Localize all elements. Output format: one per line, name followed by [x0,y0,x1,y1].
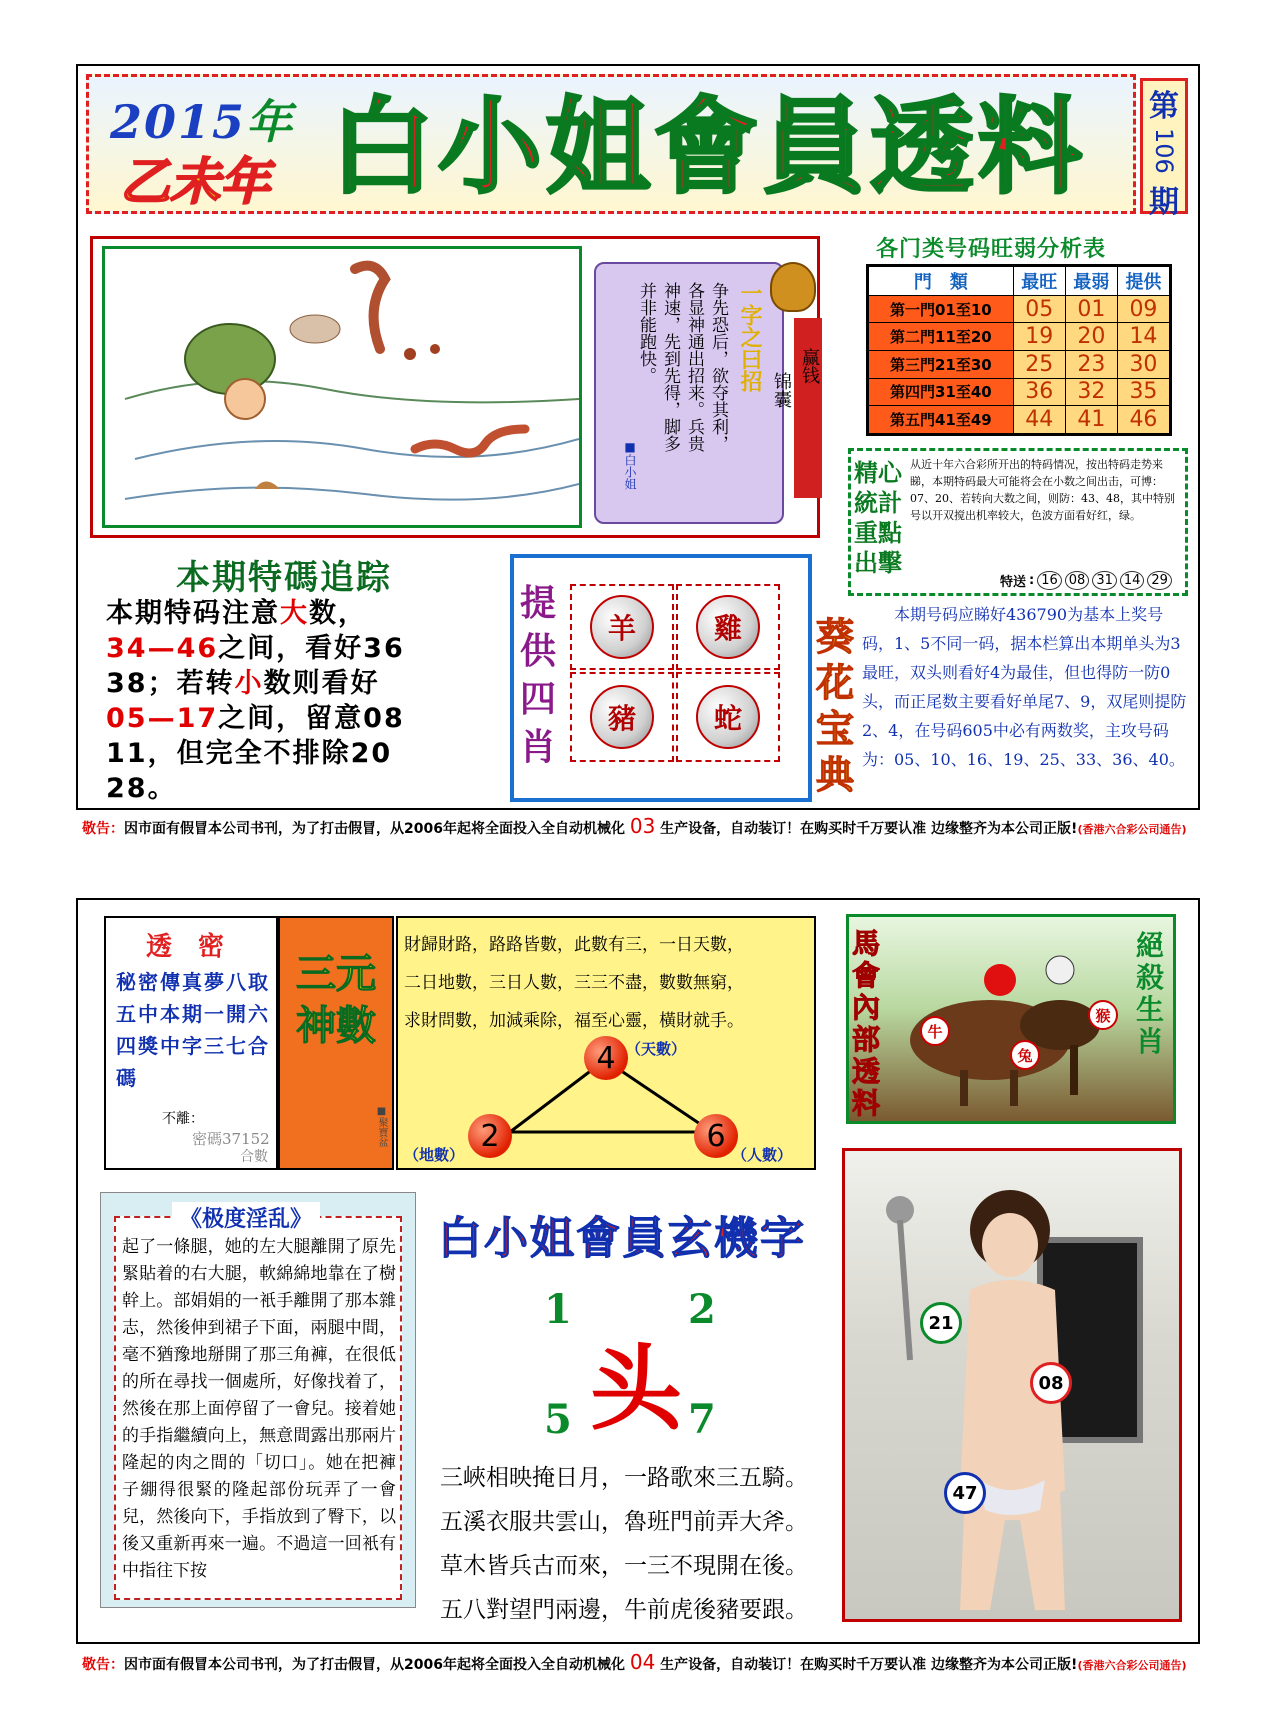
verse-line: 財歸財路，路路皆數，此數有三，一日天數， [404,935,744,955]
triangle-top-value: 4 [584,1036,628,1080]
horse-right-label: 絕殺生肖 [1136,929,1165,1058]
row-max: 19 [1013,323,1065,351]
horse-image [880,930,1120,1110]
tracking-title: 本期特碼追踪 [176,558,392,598]
zodiac-snake [676,672,780,762]
table-header-category: 門 類 [869,267,1014,296]
secret-text: 秘密傳真夢八取五中本期一開六四獎中字三七合碼 [116,970,270,1090]
notice-text-a: 因市面有假冒本公司书刊，为了打击假冒，从2006年起将全面投入全自动机械化 [124,821,625,837]
horse-ball: 牛 [920,1016,950,1046]
tracking-l3c: 数则看好 [263,668,380,699]
year-text: 2015 [110,95,247,149]
row-max: 25 [1013,351,1065,379]
poem-line: 草木皆兵古而來，一三不現開在後。 [440,1553,808,1579]
row-min: 32 [1065,378,1117,406]
secret-note-label: 不離： [162,1111,204,1127]
send-number: 31 [1092,571,1117,590]
bag-label-2: 赢钱 [799,348,820,384]
photo-number: 08 [1030,1362,1072,1404]
table-row [869,406,1170,434]
mystic-center: 头 [590,1336,683,1443]
table-row [869,323,1170,351]
tracking-l4a: 05—17 [106,703,219,734]
triangle-right-label: （人數） [732,1146,793,1164]
row-max: 05 [1013,295,1065,323]
bag-ribbon [794,318,822,498]
send-number: 16 [1037,571,1062,590]
header-ganzhi: 乙未年 [120,153,270,211]
zodiac-rooster [676,584,780,670]
notice-suffix: (香港六合彩公司通告) [1077,823,1187,836]
kuihua-side-label: 葵花宝典 [816,615,855,797]
verse-line: 二日地數，三日人數，三三不盡，數數無窮， [404,973,744,993]
precise-text: 从近十年六合彩所开出的特码情况，按出特码走势来睇，本期特码最大可能将会在小数之间出击，可博：07、20、若转向大数之间，则防：43、48，其中特别号以开双搅出机率较大，色波方面看好红，绿。 [910,458,1175,522]
notice-text-b: 生产设备，自动装订！在购买时千万要认准 边缘整齐为本公司正版! [660,821,1078,837]
scroll-author: ■白小姐 [623,440,637,490]
triangle-left-label: （地數） [404,1146,465,1164]
notice-prefix: 敬告： [82,1657,124,1673]
tracking-l1c: 数， [309,598,367,629]
mystic-n7: 7 [688,1396,716,1443]
horse-left-label: 馬會內部透料 [852,927,881,1120]
horse-ball: 猴 [1088,1000,1118,1030]
photo-number: 21 [920,1302,962,1344]
triangle-right-value: 6 [694,1114,738,1158]
row-offer: 35 [1117,378,1169,406]
row-offer: 30 [1117,351,1169,379]
tracking-l4b: 之间，留意08 [218,703,405,734]
scroll-title: 一字之曰招 [737,282,762,392]
precise-side-label: 精心統計 重點出擊 [854,459,902,577]
verse-line: 求財問數，加減乘除，福至心靈，橫財就手。 [404,1011,744,1031]
zodiac-ball: 雞 [696,595,760,659]
poem-line: 五八對望門兩邊，牛前虎後豬要跟。 [440,1597,808,1623]
table-row [869,351,1170,379]
tracking-l6: 28。 [106,773,177,804]
photo-number: 47 [944,1472,986,1514]
notice-page: 04 [629,1650,656,1674]
mystic-n2: 2 [688,1286,716,1333]
row-min: 23 [1065,351,1117,379]
notice-text-a: 因市面有假冒本公司书刊，为了打击假冒，从2006年起将全面投入全自动机械化 [124,1657,625,1673]
row-min: 01 [1065,295,1117,323]
triangle-left-value: 2 [468,1114,512,1158]
scroll-text: 争先恐后，欲夺其利，各显神通出招来。兵贵神速，先到先得，脚多并非能跑快。 [636,282,728,452]
mystic-n5: 5 [544,1396,572,1443]
analysis-table [866,264,1172,436]
row-label: 第五門41至49 [869,406,1014,434]
zodiac-goat [570,584,674,670]
notice-bottom [82,1650,1198,1674]
mystic-n1: 1 [544,1286,572,1333]
row-min: 41 [1065,406,1117,434]
cartoon-illustration [102,246,582,528]
bag-label-1: 锦囊 [771,372,792,408]
sanyuan-verse [404,926,812,1040]
row-label: 第一門01至10 [869,295,1014,323]
send-row: 特送 : 16 08 31 14 29 [1000,568,1172,592]
row-offer: 14 [1117,323,1169,351]
send-number: 29 [1147,571,1172,590]
notice-text-b: 生产设备，自动装订！在购买时千万要认准 边缘整齐为本公司正版! [660,1657,1078,1673]
story-title: 《极度淫乱》 [172,1202,320,1233]
secret-note-tail: 合數 [240,1149,268,1165]
horse-ball: 兔 [1010,1040,1040,1070]
table-header-offer: 提供 [1117,267,1169,296]
send-number: 08 [1065,571,1090,590]
tracking-l1b: 大 [280,598,309,629]
row-label: 第三門21至30 [869,351,1014,379]
issue-label-top: 第 [1149,89,1179,124]
poem-line: 三峽相映掩日月，一路歌來三五騎。 [440,1465,808,1491]
notice-suffix: (香港六合彩公司通告) [1077,1659,1187,1672]
tracking-l3b: 小 [234,668,264,699]
zodiac-pig [570,672,674,762]
row-label: 第二門11至20 [869,323,1014,351]
mystic-poem [440,1456,840,1632]
mystic-title: 白小姐會員玄機字 [438,1213,806,1264]
bag-icon [770,262,816,312]
zodiac-ball: 羊 [590,595,654,659]
tracking-l5: 11，但完全不排除20 [106,738,393,769]
tracking-l2b: 之间，看好36 [218,633,405,664]
row-label: 第四門31至40 [869,378,1014,406]
secret-note-code: 密碼37152 [192,1130,270,1148]
issue-box [1140,78,1188,220]
send-number: 14 [1120,571,1145,590]
row-offer: 09 [1117,295,1169,323]
zodiac-side-label: 提供四肖 [520,583,557,768]
sanyuan-title: 三元神數 [296,951,376,1049]
zodiac-ball: 蛇 [696,685,760,749]
sanyuan-author: ■聚寶盆 [376,1106,387,1147]
row-max: 44 [1013,406,1065,434]
issue-label-bottom: 期 [1149,185,1179,220]
issue-number: 106 [1150,128,1178,174]
notice-page: 03 [629,814,656,838]
story-text: 起了一條腿，她的左大腿離開了原先緊貼着的右大腿，軟綿綿地靠在了樹幹上。部娟娟的一衹手離開了那本雜志，然後伸到裙子下面，兩腿中間，毫不猶豫地掰開了那三角褲，在很低的所在尋找一個處所，好像找着了，然後在那上面停留了一會兒。接着她的手指繼續向上，無意間露出那兩片隆起的肉之間的「切口」。她在把褲子綳得很緊的隆起部份玩弄了一會兒，然後向下，手指放到了臀下，以後又重新再來一遍。不過這一回衹有中指往下按 [122,1237,396,1581]
table-header-min: 最弱 [1065,267,1117,296]
row-offer: 46 [1117,406,1169,434]
tracking-l3a: 38；若转 [106,668,235,699]
tracking-l2a: 34—46 [106,633,219,664]
notice-prefix: 敬告： [82,821,124,837]
row-max: 36 [1013,378,1065,406]
secret-title: 透 密 [146,932,225,962]
triangle-top-label: （天數） [626,1040,687,1058]
year-suffix: 年 [246,95,295,149]
table-row [869,378,1170,406]
tracking-l1a: 本期特码注意 [106,598,280,629]
analysis-table-title: 各门类号码旺弱分析表 [876,237,1107,262]
notice-top [82,814,1198,838]
poem-line: 五溪衣服共雲山，魯班門前弄大斧。 [440,1509,808,1535]
table-header-max: 最旺 [1013,267,1065,296]
row-min: 20 [1065,323,1117,351]
send-label: 特送 [1000,574,1027,590]
page-title: 白小姐會員透料 [330,86,1087,208]
tracking-text [106,596,506,806]
table-row [869,295,1170,323]
photo-image [860,1160,1160,1610]
kuihua-text: 本期号码应睇好436790为基本上奖号码，1、5不同一码，据本栏算出本期单头为3最旺，双头则看好4为最佳，但也得防一防0头，而正尾数主要看好单尾7、9，双尾则提防2、4，在号码605中必有两数奖，主攻号码为：05、10、16、19、25、33、36、40。 [862,605,1187,769]
zodiac-ball: 豬 [590,685,654,749]
